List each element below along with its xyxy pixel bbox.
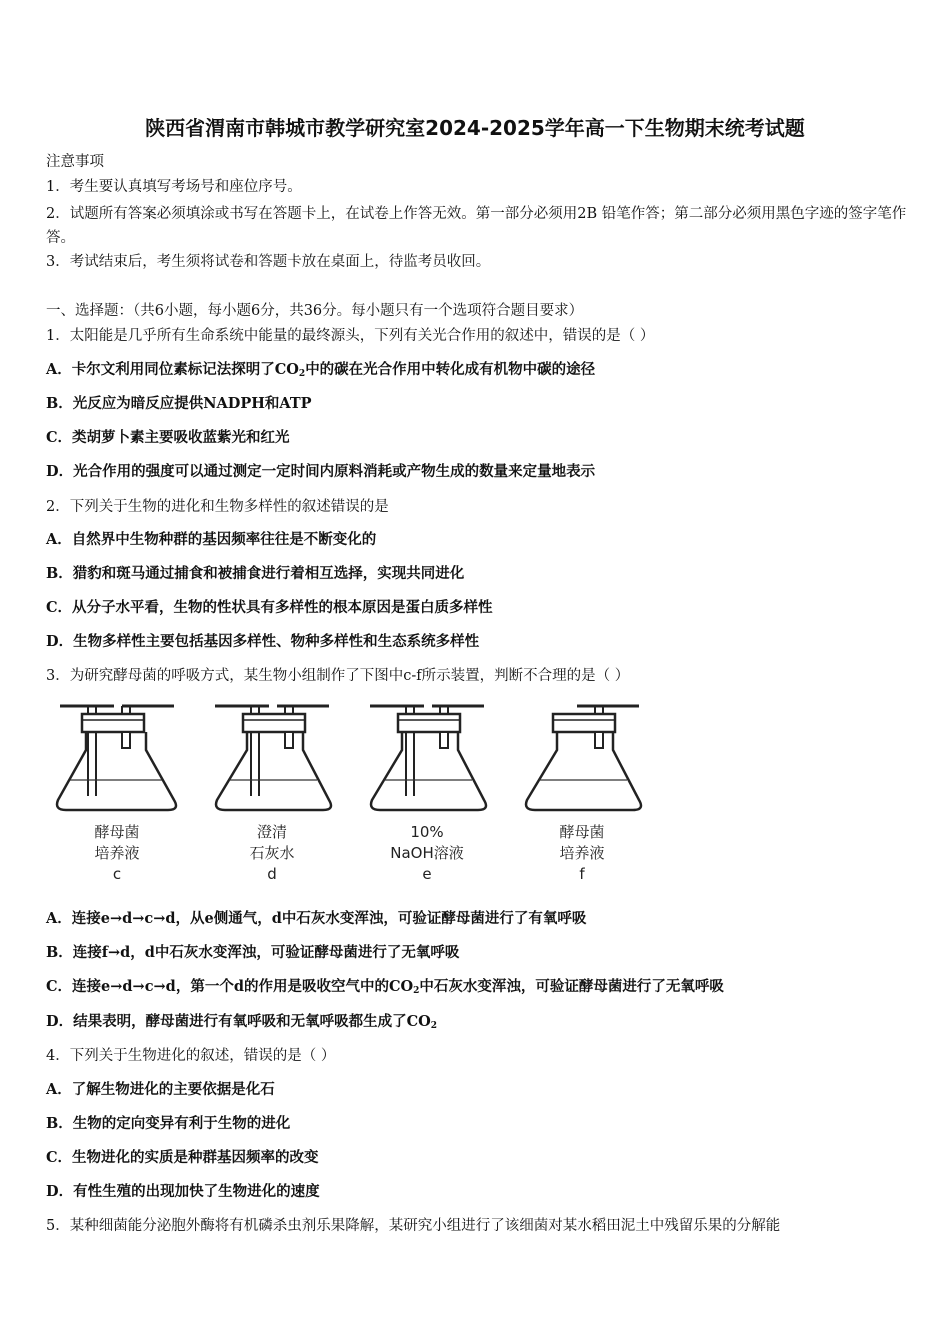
section-heading: 一、选择题：（共6小题，每小题6分，共36分。每小题只有一个选项符合题目要求）	[46, 303, 584, 319]
flask-c-label-line2: 培养液	[94, 844, 140, 862]
question-3-option-d: D．结果表明，酵母菌进行有氧呼吸和无氧呼吸都生成了$CO_2$	[46, 1013, 438, 1031]
flask-f-letter: f	[579, 865, 585, 883]
question-4-option-c: C．生物进化的实质是种群基因频率的改变	[46, 1149, 319, 1166]
flask-f-label-line2: 培养液	[559, 844, 605, 862]
flask-e-label-line1: 10%	[410, 823, 444, 841]
question-2-option-c: C．从分子水平看，生物的性状具有多样性的根本原因是蛋白质多样性	[46, 599, 493, 616]
question-3-stem: 3．为研究酵母菌的呼吸方式，某生物小组制作了下图中c-f所示装置，判断不合理的是（ ）	[46, 668, 630, 684]
flask-c-drawing	[52, 700, 182, 820]
flask-d-letter: d	[267, 865, 277, 883]
question-3-option-c: C．连接e→d→c→d，第一个d的作用是吸收空气中的$CO_2$中石灰水变浑浊，可验证酵母菌进行了无氧呼吸	[46, 978, 724, 996]
flask-c-label-line1: 酵母菌	[94, 823, 140, 841]
flask-e-drawing	[362, 700, 492, 820]
flask-d-drawing	[207, 700, 337, 820]
question-3-option-a: A．连接e→d→c→d，从e侧通气，d中石灰水变浑浊，可验证酵母菌进行了有氧呼吸	[46, 910, 587, 927]
question-2-option-a: A．自然界中生物种群的基因频率往往是不断变化的	[46, 531, 377, 548]
question-2-stem: 2．下列关于生物的进化和生物多样性的叙述错误的是	[46, 499, 389, 515]
question-2-option-d: D．生物多样性主要包括基因多样性、物种多样性和生态系统多样性	[46, 633, 480, 650]
question-1-option-a: A．卡尔文利用同位素标记法探明了$CO_2$中的碳在光合作用中转化成有机物中碳的途径	[46, 361, 596, 379]
flask-c-letter: c	[112, 865, 122, 883]
flask-e-letter: e	[422, 865, 432, 883]
notice-item-1: 1．考生要认真填写考场号和座位序号。	[46, 179, 302, 195]
question-2-option-b: B．猎豹和斑马通过捕食和被捕食进行着相互选择，实现共同进化	[46, 565, 465, 582]
question-1-option-c: C．类胡萝卜素主要吸收蓝紫光和红光	[46, 429, 290, 446]
flask-e-label-line2: NaOH溶液	[390, 844, 464, 862]
flask-d	[207, 700, 337, 885]
question-3-option-b: B．连接f→d，d中石灰水变浑浊，可验证酵母菌进行了无氧呼吸	[46, 944, 460, 961]
notice-heading: 注意事项	[46, 154, 104, 170]
notice-item-2: 2．试题所有答案必须填涂或书写在答题卡上，在试卷上作答无效。第一部分必须用2B 铅笔作答；第二部分必须用黑色字迹的签字笔作答。	[46, 206, 907, 246]
question-4-option-d: D．有性生殖的出现加快了生物进化的速度	[46, 1183, 320, 1200]
flask-f-drawing	[517, 700, 647, 820]
flask-d-label-line2: 石灰水	[249, 844, 295, 862]
flask-f-label-line1: 酵母菌	[559, 823, 605, 841]
flask-d-label-line1: 澄清	[256, 823, 287, 841]
question-4-option-b: B．生物的定向变异有利于生物的进化	[46, 1115, 291, 1132]
question-1-stem: 1．太阳能是几乎所有生命系统中能量的最终源头，下列有关光合作用的叙述中，错误的是（ ）	[46, 328, 655, 344]
question-5-stem: 5．某种细菌能分泌胞外酶将有机磷杀虫剂乐果降解，某研究小组进行了该细菌对某水稻田泥土中残留乐果的分解能	[46, 1218, 781, 1234]
flask-apparatus-figure	[52, 700, 652, 885]
question-4-stem: 4．下列关于生物进化的叙述，错误的是（ ）	[46, 1048, 336, 1064]
question-1-option-d: D．光合作用的强度可以通过测定一定时间内原料消耗或产物生成的数量来定量地表示	[46, 463, 596, 480]
flask-c	[52, 700, 182, 885]
flask-f	[517, 700, 647, 885]
question-4-option-a: A．了解生物进化的主要依据是化石	[46, 1081, 275, 1098]
notice-item-3: 3．考试结束后，考生须将试卷和答题卡放在桌面上，待监考员收回。	[46, 254, 491, 270]
flask-e	[362, 700, 492, 885]
question-1-option-b: B．光反应为暗反应提供NADPH和ATP	[46, 395, 312, 412]
page-title: 陕西省渭南市韩城市教学研究室2024-2025学年高一下生物期末统考试题	[145, 116, 805, 140]
